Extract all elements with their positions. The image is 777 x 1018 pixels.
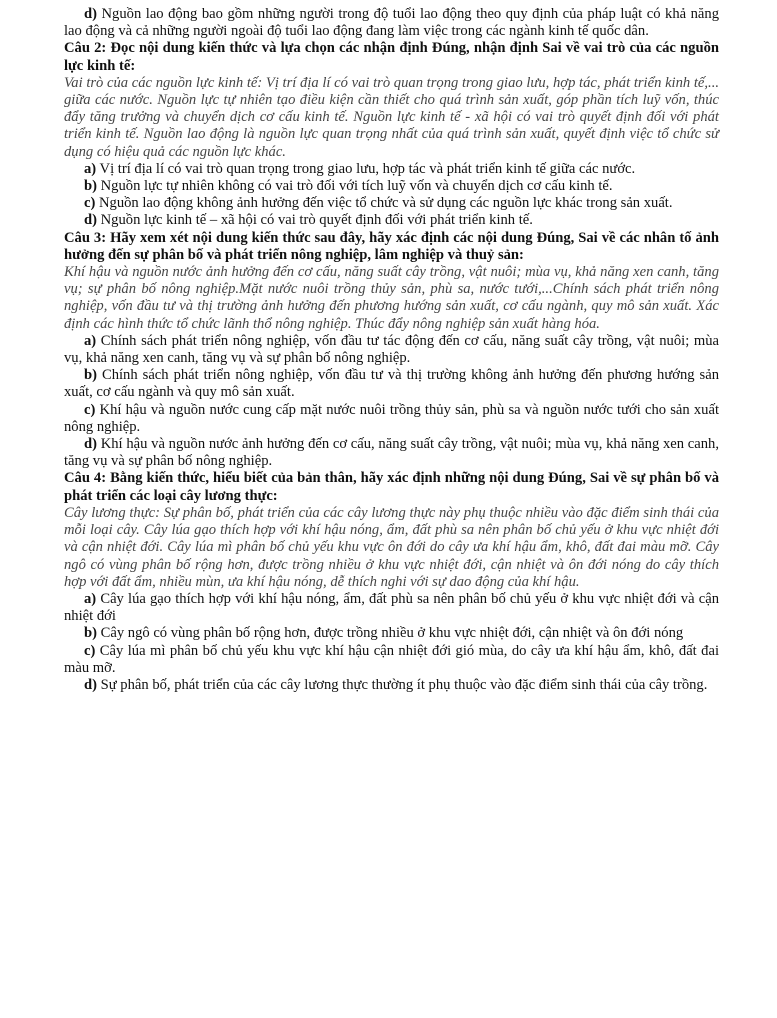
answer-option: b) Nguồn lực tự nhiên không có vai trò đối với tích luỹ vốn và chuyển dịch cơ cấu kinh tế. xyxy=(84,178,613,195)
answer-option: c) Khí hậu và nguồn nước cung cấp mặt nước nuôi trồng thủy sản, phù sa và nguồn nước tưới cho sản xuất nông nghiệp. xyxy=(64,401,719,435)
question-heading: Câu 4: Bằng kiến thức, hiểu biết của bản thân, hãy xác định những nội dung Đúng, Sai về sự phân bố và phát triển các loại cây lương thực: xyxy=(64,470,720,504)
answer-option: d) Nguồn lực kinh tế – xã hội có vai trò quyết định đối với phát triển kinh tế. xyxy=(84,212,533,229)
answer-option: a) Vị trí địa lí có vai trò quan trọng trong giao lưu, hợp tác và phát triển kinh tế giữa các nước. xyxy=(84,160,636,177)
answer-option: b) Cây ngô có vùng phân bố rộng hơn, được trồng nhiều ở khu vực nhiệt đới, cận nhiệt và ôn đới nóng xyxy=(84,625,684,642)
answer-option: d) Khí hậu và nguồn nước ảnh hưởng đến cơ cấu, năng suất cây trồng, vật nuôi; mùa vụ, khả năng xen canh, tăng vụ và sự phân bố nông nghiệp. xyxy=(64,436,719,470)
answer-option: b) Chính sách phát triển nông nghiệp, vốn đầu tư và thị trường không ảnh hưởng đến phương hướng sản xuất, cơ cấu ngành và quy mô sản xuất. xyxy=(64,367,719,401)
question-heading: Câu 3: Hãy xem xét nội dung kiến thức sau đây, hãy xác định các nội dung Đúng, Sai về các nhân tố ảnh hưởng đến sự phân bố và phát triển nông nghiệp, lâm nghiệp và thuỷ sản: xyxy=(64,229,719,263)
answer-option: c) Cây lúa mì phân bố chủ yếu khu vực khí hậu cận nhiệt đới gió mùa, do cây ưa khí hậu ẩm, khô, đất đai màu mỡ. xyxy=(64,642,719,676)
answer-option: d) Nguồn lao động bao gồm những người trong độ tuổi lao động theo quy định của pháp luật có khả năng lao động và cả những người ngoài độ tuổi lao động đang làm việc trong các ngành kinh tế quốc dân. xyxy=(64,6,719,40)
answer-option: d) Sự phân bố, phát triển của các cây lương thực thường ít phụ thuộc vào đặc điểm sinh thái của cây trồng. xyxy=(84,676,708,693)
question-heading: Câu 2: Đọc nội dung kiến thức và lựa chọn các nhận định Đúng, nhận định Sai về vai trò của các nguồn lực kinh tế: xyxy=(64,40,719,74)
context-passage: Vai trò của các nguồn lực kinh tế: Vị trí địa lí có vai trò quan trọng trong giao lưu, hợp tác, phát triển kinh tế,... giữa các nước. Nguồn lực tự nhiên tạo điều kiện cần thiết cho quá trình sản xuất, góp phần tích luỹ vốn, thúc đẩy tăng trưởng và chuyển dịch cơ cấu kinh tế. Nguồn lực kinh tế - xã hội có vai trò quyết định đối với phát triển kinh tế. Nguồn lao động là nguồn lực quan trọng nhất của quá trình sản xuất, quyết định việc tổ chức sử dụng có hiệu quả các nguồn lực khác. xyxy=(64,74,719,160)
context-passage: Cây lương thực: Sự phân bố, phát triển của các cây lương thực này phụ thuộc nhiều vào đặc điểm sinh thái của mỗi loại cây. Cây lúa gạo thích hợp với khí hậu nóng, ẩm, đất phù sa nên phân bố chủ yếu ở khu vực nhiệt đới và cận nhiệt đới. Cây lúa mì phân bố chủ yếu khu vực ôn đới do cây ưa khí hậu ẩm, khô, đất đai màu mỡ. Cây ngô có vùng phân bố rộng hơn, được trồng nhiều ở khu vực nhiệt đới, cận nhiệt và ôn đới nóng do cây thích hợp với đất ẩm, nhiều mùn, ưa khí hậu nóng, dễ thích nghi với sự dao động của khí hậu. xyxy=(64,504,719,590)
answer-option: a) Chính sách phát triển nông nghiệp, vốn đầu tư tác động đến cơ cấu, năng suất cây trồng, vật nuôi; mùa vụ, khả năng xen canh, tăng vụ và sự phân bố nông nghiệp. xyxy=(64,332,719,367)
answer-option: a) Cây lúa gạo thích hợp với khí hậu nóng, ẩm, đất phù sa nên phân bố chủ yếu ở khu vực nhiệt đới và cận nhiệt đới xyxy=(64,590,719,625)
answer-option: c) Nguồn lao động không ảnh hưởng đến việc tổ chức và sử dụng các nguồn lực khác trong sản xuất. xyxy=(84,195,673,212)
context-passage: Khí hậu và nguồn nước ảnh hưởng đến cơ cấu, năng suất cây trồng, vật nuôi; mùa vụ, khả năng xen canh, tăng vụ; sự phân bố nông nghiệp.Mặt nước nuôi trồng thủy sản, phù sa, nước tưới,...Chính sách phát triển nông nghiệp, vốn đầu tư và thị trường ảnh hưởng đến phương hướng sản xuất, cơ cấu ngành, quy mô sản xuất. Xác định các hình thức tổ chức lãnh thổ nông nghiệp. Thúc đẩy nông nghiệp sản xuất hàng hóa. xyxy=(64,264,719,332)
